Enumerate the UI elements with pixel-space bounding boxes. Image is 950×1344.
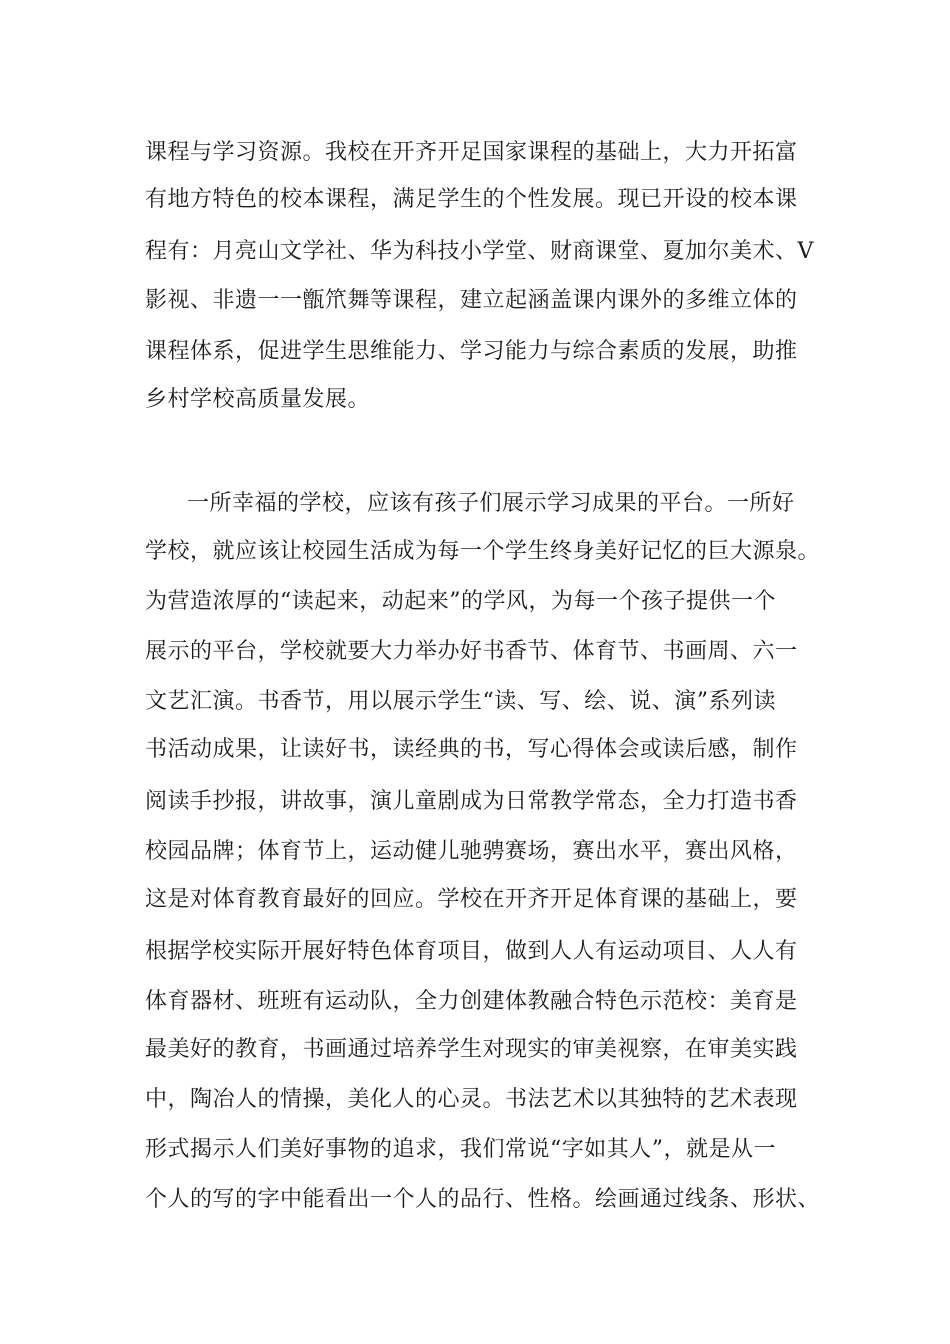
text-line: 形式揭示人们美好事物的追求，我们常说“字如其人”，就是从一 xyxy=(145,1137,776,1162)
text-line: 文艺汇演。书香节，用以展示学生“读、写、绘、说、演”系列读 xyxy=(145,689,776,714)
text-line: 课程体系，促进学生思维能力、学习能力与综合素质的发展，助推 xyxy=(145,339,798,364)
text-line: 这是对体育教育最好的回应。学校在开齐开足体育课的基础上，要 xyxy=(145,887,798,912)
text-line: 程有：月亮山文学社、华为科技小学堂、财商课堂、夏加尔美术、V xyxy=(145,239,814,264)
text-line: 为营造浓厚的“读起来，动起来”的学风，为每一个孩子提供一个 xyxy=(145,589,776,614)
text-line: 学校，就应该让校园生活成为每一个学生终身美好记忆的巨大源泉。 xyxy=(145,539,821,564)
text-line: 根据学校实际开展好特色体育项目，做到人人有运动项目、人人有 xyxy=(145,939,798,964)
text-line: 一所幸福的学校，应该有孩子们展示学习成果的平台。一所好 xyxy=(187,491,795,516)
text-line: 个人的写的字中能看出一个人的品行、性格。绘画通过线条、形状、 xyxy=(145,1187,821,1212)
text-line: 有地方特色的校本课程，满足学生的个性发展。现已开设的校本课 xyxy=(145,187,798,212)
text-line: 校园品牌；体育节上，运动健儿驰骋赛场，赛出水平，赛出风格， xyxy=(145,839,798,864)
text-line: 中，陶冶人的情操，美化人的心灵。书法艺术以其独特的艺术表现 xyxy=(145,1087,798,1112)
text-line: 书活动成果，让读好书，读经典的书，写心得体会或读后感，制作 xyxy=(145,737,798,762)
text-line: 影视、非遗一一甑笊舞等课程，建立起涵盖课内课外的多维立体的 xyxy=(145,288,798,313)
text-line: 课程与学习资源。我校在开齐开足国家课程的基础上，大力开拓富 xyxy=(145,140,798,165)
text-line: 乡村学校高质量发展。 xyxy=(145,387,371,412)
text-line: 阅读手抄报，讲故事，演儿童剧成为日常教学常态，全力打造书香 xyxy=(145,789,798,814)
text-line: 最美好的教育，书画通过培养学生对现实的审美视察，在审美实践 xyxy=(145,1037,798,1062)
text-line: 展示的平台，学校就要大力举办好书香节、体育节、书画周、六一 xyxy=(145,639,798,664)
text-line: 体育器材、班班有运动队，全力创建体教融合特色示范校：美育是 xyxy=(145,989,798,1014)
